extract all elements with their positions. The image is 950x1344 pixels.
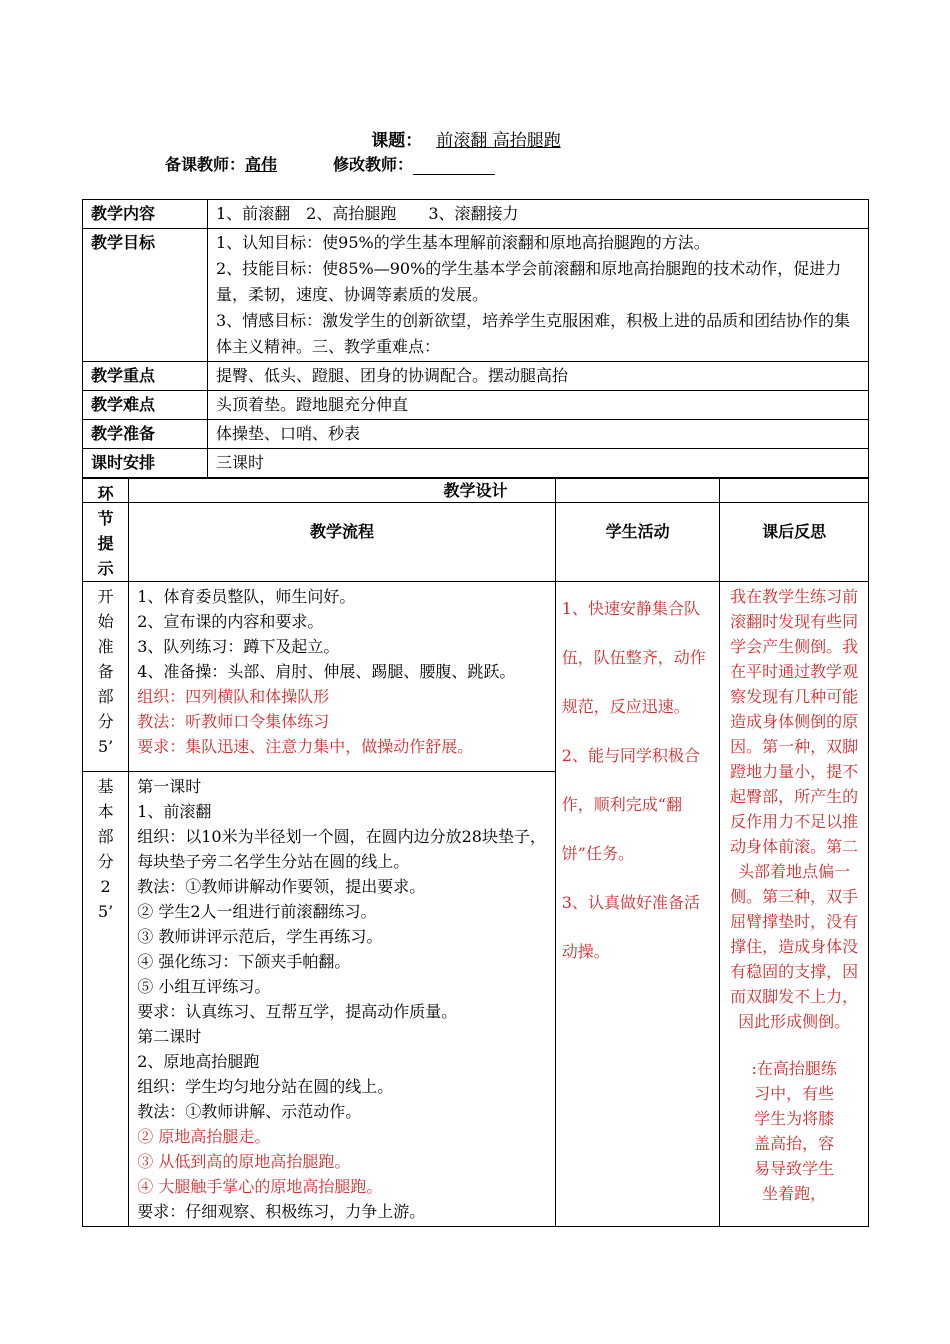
time-label: 课时安排 <box>83 449 208 478</box>
goal-label: 教学目标 <box>83 229 208 362</box>
flow-line: ② 原地高抬腿走。 <box>137 1127 271 1146</box>
difficulty-label: 教学难点 <box>83 391 208 420</box>
col-student-header: 学生活动 <box>555 479 720 582</box>
flow-line: 2、原地高抬腿跑 <box>137 1052 260 1071</box>
design-row-start <box>83 582 869 772</box>
reflection <box>720 582 869 1227</box>
key-value: 提臀、低头、蹬腿、团身的协调配合。摆动腿高抬 <box>208 362 869 391</box>
flow-basic-lines <box>137 774 547 1224</box>
flow-line: 组织：以10米为半径划一个圆，在圆内边分放28块垫子，每块垫子旁二名学生分站在圆的线上。 <box>137 827 546 871</box>
time-row <box>83 449 869 478</box>
design-title: 教学设计 <box>83 478 869 503</box>
reflection-text-2: :在高抬腿练习中，有些学生为将膝盖高抬，容易导致学生坐着跑， <box>751 1059 837 1203</box>
stage-basic <box>83 772 129 1227</box>
goal-line: 2、技能目标：使85%—90%的学生基本学会前滚翻和原地高抬腿跑的技术动作，促进力量，柔韧，速度、协调等素质的发展。 <box>216 259 842 304</box>
flow-line: ② 学生2人一组进行前滚翻练习。 <box>137 902 377 921</box>
content-row <box>83 200 869 229</box>
flow-line: 要求：仔细观察、积极练习，力争上游。 <box>137 1202 426 1221</box>
prep-label: 教学准备 <box>83 420 208 449</box>
prep-row <box>83 420 869 449</box>
key-row <box>83 362 869 391</box>
flow-start <box>129 582 556 772</box>
content-value: 1、前滚翻 2、高抬腿跑 3、滚翻接力 <box>208 200 869 229</box>
student-activity <box>555 582 720 1227</box>
flow-line: 组织：四列横队和体操队形 <box>137 687 330 706</box>
teacher-line <box>165 152 495 175</box>
student-line: 3、认真做好准备活动操。 <box>561 893 700 961</box>
lesson-title <box>0 126 950 151</box>
flow-line: 第一课时 <box>137 777 202 796</box>
stage-basic-text: 基本部分25’ <box>97 777 114 921</box>
goal-line: 1、认知目标：使95%的学生基本理解前滚翻和原地高抬腿跑的方法。 <box>216 233 710 252</box>
flow-line: 要求：集队迅速、注意力集中，做操动作舒展。 <box>137 737 474 756</box>
flow-line: 2、宣布课的内容和要求。 <box>137 612 324 631</box>
goal-row <box>83 229 869 362</box>
stage-start-text: 开始准备部分5’ <box>97 587 114 756</box>
flow-line: 1、体育委员整队，师生问好。 <box>137 587 356 606</box>
flow-line: ④ 强化练习：下颌夹手帕翻。 <box>137 952 351 971</box>
content-label: 教学内容 <box>83 200 208 229</box>
key-label: 教学重点 <box>83 362 208 391</box>
design-table <box>82 478 869 1227</box>
prep-teacher-value: 高伟 <box>245 155 278 174</box>
info-table <box>82 199 869 503</box>
student-line: 1、快速安静集合队伍，队伍整齐，动作规范，反应迅速。 <box>561 599 706 716</box>
flow-line: ④ 大腿触手掌心的原地高抬腿跑。 <box>137 1177 383 1196</box>
flow-line: 教法：①教师讲解、示范动作。 <box>137 1102 362 1121</box>
col-stage-text: 环节提示 <box>97 484 114 578</box>
flow-line: ③ 从低到高的原地高抬腿跑。 <box>137 1152 351 1171</box>
col-reflect-header: 课后反思 <box>720 479 869 582</box>
flow-line: 第二课时 <box>137 1027 202 1046</box>
title-label: 课题： <box>371 131 423 151</box>
time-value: 三课时 <box>208 449 869 478</box>
flow-line: 4、准备操：头部、肩肘、伸展、踢腿、腰腹、跳跃。 <box>137 662 516 681</box>
flow-line: ⑤ 小组互评练习。 <box>137 977 271 996</box>
flow-line: 1、前滚翻 <box>137 802 212 821</box>
goal-value <box>208 229 869 362</box>
prep-value: 体操垫、口哨、秒表 <box>208 420 869 449</box>
goal-line: 3、情感目标：激发学生的创新欲望，培养学生克服困难，积极上进的品质和团结协作的集体主义精神。三、教学重难点： <box>216 311 851 356</box>
flow-line: 要求：认真练习、互帮互学，提高动作质量。 <box>137 1002 458 1021</box>
student-line: 2、能与同学积极合作，顺利完成“翻饼”任务。 <box>561 746 700 863</box>
stage-start <box>83 582 129 772</box>
difficulty-row <box>83 391 869 420</box>
flow-basic <box>129 772 556 1227</box>
flow-line: 组织：学生均匀地分站在圆的线上。 <box>137 1077 394 1096</box>
flow-line: ③ 教师讲评示范后，学生再练习。 <box>137 927 383 946</box>
col-flow-header: 教学流程 <box>129 479 556 582</box>
title-value: 前滚翻 高抬腿跑 <box>436 131 561 151</box>
flow-line: 教法：①教师讲解动作要领，提出要求。 <box>137 877 426 896</box>
revise-teacher-label: 修改教师： <box>333 155 414 174</box>
difficulty-value: 头顶着垫。蹬地腿充分伸直 <box>208 391 869 420</box>
reflection-text-1: 我在教学生练习前滚翻时发现有些同学会产生侧倒。我在平时通过教学观察发现有几种可能造成身体侧倒的原因。第一种，双脚蹬地力量小，提不起臀部，所产生的反作用力不足以推动身体前滚。第二头部着地点偏一侧。第三种，双手屈臂撑垫时，没有撑住，造成身体没有稳固的支撑，因而双脚发不上力，因此形成侧倒。 <box>730 587 859 1031</box>
prep-teacher-label: 备课教师： <box>165 155 246 174</box>
flow-line: 3、队列练习：蹲下及起立。 <box>137 637 340 656</box>
revise-teacher-blank <box>413 160 495 175</box>
col-stage-header <box>83 479 129 582</box>
design-header-row <box>83 479 869 582</box>
flow-line: 教法：听教师口令集体练习 <box>137 712 330 731</box>
